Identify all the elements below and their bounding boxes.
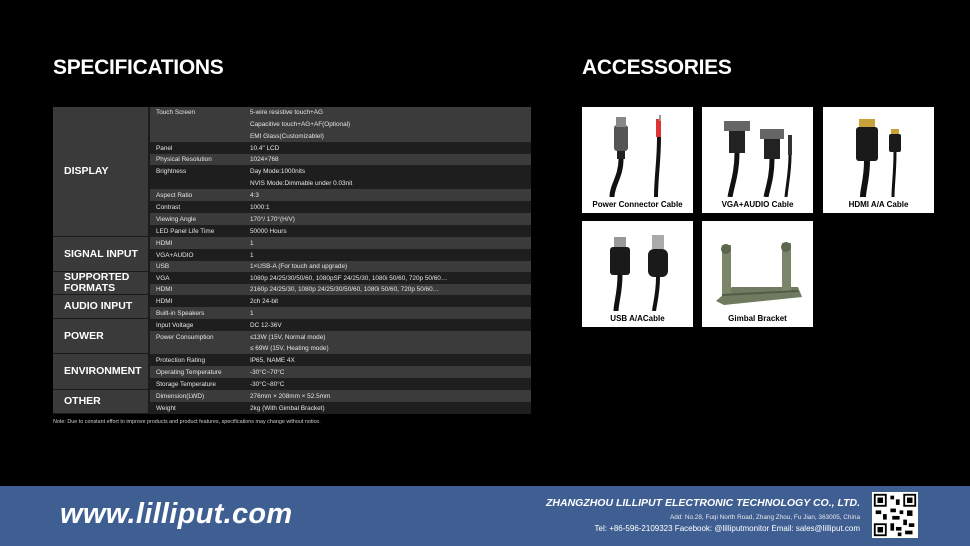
spec-label: Panel: [156, 144, 173, 152]
spec-value: 10.4" LCD: [250, 144, 280, 152]
spec-value: 5-wire resistive touch+AG: [250, 109, 323, 116]
website-link[interactable]: www.lilliput.com: [60, 498, 293, 530]
gimbal-bracket-image: [702, 221, 813, 311]
spec-row: [150, 261, 531, 272]
spec-row: [150, 284, 531, 295]
spec-row: [150, 295, 531, 307]
spec-value: 1000:1: [250, 203, 270, 211]
spec-value: -30°C~80°C: [250, 380, 285, 388]
specifications-table: [53, 107, 531, 414]
spec-label: HDMI: [156, 239, 173, 247]
accessory-usb-cable: [582, 221, 693, 327]
accessory-caption: HDMI A/A Cable: [848, 200, 909, 209]
spec-label: HDMI: [156, 297, 173, 305]
spec-row: [150, 390, 531, 402]
spec-row: [150, 154, 531, 165]
company-name: ZHANGZHOU LILLIPUT ELECTRONIC TECHNOLOGY CO., LTD.: [545, 497, 860, 509]
spec-row: [150, 307, 531, 319]
spec-label: VGA+AUDIO: [156, 251, 194, 259]
spec-row: [150, 142, 531, 154]
spec-row: [150, 366, 531, 378]
spec-value: IP65, NAME 4X: [250, 356, 295, 364]
spec-label: Input Voltage: [156, 321, 194, 329]
accessory-vga-audio-cable: [702, 107, 813, 213]
spec-row: [150, 107, 531, 118]
spec-value: EMI Glass(Customizablel): [250, 132, 324, 140]
spec-value: 1080p 24/25/30/50/60, 1080pSF 24/25/30, 1080i 50/60, 720p 50/60…: [250, 274, 448, 282]
specifications-heading: SPECIFICATIONS: [53, 56, 224, 79]
spec-value: ≤ 69W (15V, Heating mode): [250, 345, 329, 352]
spec-label: HDMI: [156, 286, 173, 293]
company-contact: Tel: +86-596-2109323 Facebook: @lilliputmonitor Email: sales@lilliput.com: [594, 524, 860, 533]
footer-banner: [0, 486, 970, 546]
spec-label: Storage Temperature: [156, 380, 216, 388]
spec-label: Protection Rating: [156, 356, 206, 364]
spec-value: 2kg (With Gimbal Bracket): [250, 404, 325, 412]
accessory-caption: USB A/ACable: [610, 314, 665, 323]
accessory-caption: VGA+AUDIO Cable: [721, 200, 794, 209]
category-signal-input: SIGNAL INPUT: [53, 237, 148, 272]
accessories-heading: ACCESSORIES: [582, 56, 732, 79]
spec-row: [150, 165, 531, 177]
spec-row: [150, 189, 531, 201]
spec-value: 4:3: [250, 191, 259, 199]
spec-label: Brightness: [156, 167, 187, 175]
spec-label: Touch Screen: [156, 109, 196, 116]
spec-row: [150, 201, 531, 213]
spec-row: [150, 225, 531, 237]
hdmi-cable-image: [823, 107, 934, 197]
spec-label: Dimension(LWD): [156, 392, 205, 400]
spec-row: [150, 354, 531, 366]
spec-row: [150, 319, 531, 331]
spec-value: 1024×768: [250, 156, 279, 163]
spec-label: Operating Temperature: [156, 368, 222, 376]
spec-label: Contrast: [156, 203, 181, 211]
spec-label: LED Panel Life Time: [156, 227, 215, 235]
category-power: POWER: [53, 319, 148, 354]
spec-value: 50000 Hours: [250, 227, 287, 235]
spec-row: [150, 177, 531, 189]
power-connector-cable-image: [582, 107, 693, 197]
spec-value: 2ch 24-bit: [250, 297, 279, 305]
category-other: OTHER: [53, 390, 148, 414]
spec-row: [150, 331, 531, 343]
spec-label: Physical Resolution: [156, 156, 212, 163]
accessory-power-connector-cable: [582, 107, 693, 213]
spec-row: [150, 213, 531, 225]
category-environment: ENVIRONMENT: [53, 354, 148, 390]
spec-value: 1×USB-A (For touch and upgrade): [250, 263, 348, 270]
spec-value: ≤13W (15V, Normal mode): [250, 333, 326, 341]
accessory-hdmi-cable: [823, 107, 934, 213]
spec-label: Aspect Ratio: [156, 191, 193, 199]
spec-value: 276mm × 208mm × 52.5mm: [250, 392, 331, 400]
spec-label: Weight: [156, 404, 176, 412]
spec-value: Day Mode:1000nits: [250, 167, 306, 175]
accessory-gimbal-bracket: [702, 221, 813, 327]
category-audio-input: AUDIO INPUT: [53, 295, 148, 319]
spec-label: Built-in Speakers: [156, 309, 205, 317]
spec-row: [150, 343, 531, 354]
spec-row: [150, 402, 531, 414]
spec-row: [150, 272, 531, 284]
spec-label: Viewing Angle: [156, 215, 197, 223]
accessory-caption: Power Connector Cable: [592, 200, 683, 209]
category-supported-formats: SUPPORTED FORMATS: [53, 272, 148, 295]
spec-row: [150, 237, 531, 249]
spec-value: 170°/ 170°(H/V): [250, 215, 295, 223]
spec-value: -30°C~70°C: [250, 368, 285, 376]
accessory-caption: Gimbal Bracket: [728, 314, 787, 323]
spec-value: 1: [250, 239, 254, 247]
company-address: Add: No.28, Fuqi North Road, Zhang Zhou, Fu Jian, 363005, China: [669, 514, 860, 521]
spec-row: [150, 118, 531, 130]
spec-value: 1: [250, 309, 254, 317]
vga-audio-cable-image: [702, 107, 813, 197]
usb-cable-image: [582, 221, 693, 311]
spec-value: NVIS Mode:Dimmable under 0.03nit: [250, 179, 353, 187]
spec-value: 2160p 24/25/30, 1080p 24/25/30/50/60, 1080i 50/60, 720p 50/60…: [250, 286, 440, 293]
spec-row: [150, 130, 531, 142]
category-display: DISPLAY: [53, 107, 148, 237]
spec-value: DC 12-36V: [250, 321, 282, 329]
spec-row: [150, 378, 531, 390]
spec-label: VGA: [156, 274, 170, 282]
qr-code-icon: [872, 492, 918, 538]
spec-row: [150, 249, 531, 261]
spec-label: USB: [156, 263, 170, 270]
spec-value: Capacitive touch+AG+AF(Optional): [250, 120, 351, 128]
spec-label: Power Consumption: [156, 333, 214, 341]
spec-value: 1: [250, 251, 254, 259]
spec-note: Note: Due to constant effort to improve products and product features, specifications may change without notice.: [53, 419, 321, 425]
